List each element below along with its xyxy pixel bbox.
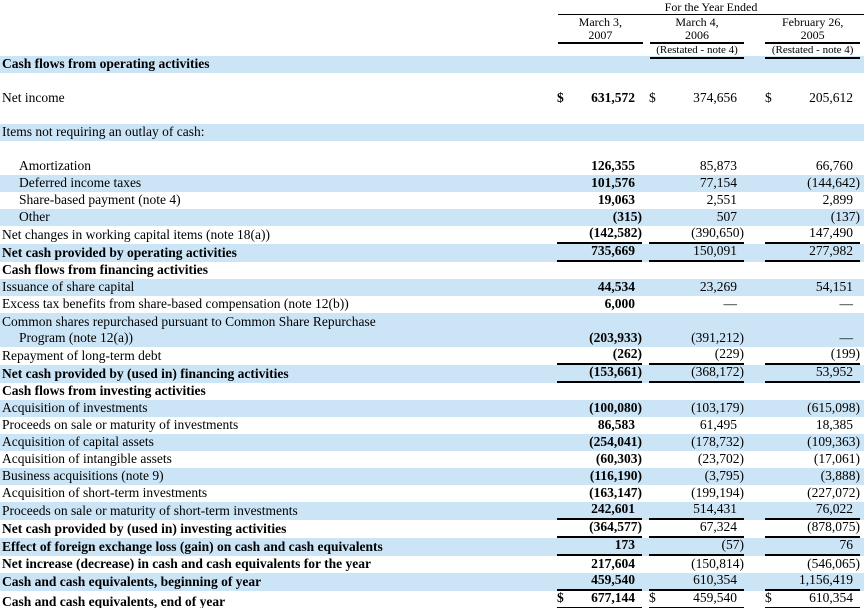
table-row: [0, 90, 864, 107]
value-cell: [649, 279, 744, 296]
value-text: 126,355: [591, 158, 635, 173]
spacer-row: [0, 107, 864, 124]
value-cell: [649, 434, 744, 451]
table-row: [0, 573, 864, 591]
value-text: 44,534: [597, 279, 635, 294]
value-cell: [649, 417, 744, 434]
table-row: [0, 244, 864, 262]
value-cell: [765, 124, 860, 141]
value-text: 242,601: [591, 501, 635, 516]
row-label: Net changes in working capital items (note 18(a)): [2, 227, 271, 242]
spacer-row: [0, 73, 864, 90]
row-label: Acquisition of investments: [2, 400, 148, 415]
value-text: (57): [721, 537, 744, 552]
value-text: (153,661): [589, 364, 642, 379]
table-row: [0, 556, 864, 573]
value-cell: [765, 296, 860, 313]
value-cell: [765, 226, 860, 244]
row-label: Issuance of share capital: [2, 279, 135, 294]
value-cell: [557, 434, 642, 451]
table-row: [0, 209, 864, 226]
value-text: 677,144: [591, 590, 635, 605]
value-text: 610,354: [693, 572, 737, 587]
row-label: Net cash provided by operating activities: [2, 245, 237, 260]
value-text: 205,612: [809, 90, 853, 105]
value-cell: [557, 296, 642, 313]
value-cell: [649, 56, 744, 73]
value-cell: [765, 244, 860, 262]
row-label: Other: [19, 209, 50, 224]
value-text: (227,072): [807, 485, 860, 500]
value-text: 23,269: [699, 279, 737, 294]
value-cell: [765, 556, 860, 573]
value-cell: [649, 451, 744, 468]
value-cell: [557, 502, 642, 520]
value-text: (546,065): [807, 556, 860, 571]
header-value-area: [558, 0, 864, 56]
value-cell: [649, 244, 744, 262]
value-cell: [649, 502, 744, 520]
value-text: (144,642): [807, 175, 860, 190]
value-text: 76: [839, 537, 853, 552]
value-text: 374,656: [693, 90, 737, 105]
dollar-sign: $: [765, 90, 772, 105]
value-text: 147,490: [809, 225, 853, 240]
row-label: Net increase (decrease) in cash and cash equivalents for the year: [2, 556, 371, 571]
value-cell: [557, 209, 642, 226]
value-text: —: [839, 296, 853, 311]
value-text: 67,324: [699, 519, 737, 534]
row-label: Cash and cash equivalents, beginning of year: [2, 574, 262, 589]
value-text: (391,212): [691, 330, 744, 345]
value-text: —: [839, 330, 853, 345]
column-header-2007: [558, 15, 643, 44]
value-text: 76,022: [815, 501, 853, 516]
row-label: Share-based payment (note 4): [19, 192, 181, 207]
value-cell: [557, 124, 642, 141]
table-row: [0, 400, 864, 417]
spacer-row: [0, 141, 864, 158]
row-label: Excess tax benefits from share-based compensation (note 12(b)): [2, 296, 349, 311]
column-header-2006: [650, 15, 745, 44]
value-cell: [765, 400, 860, 417]
row-label: Common shares repurchased pursuant to Common Share Repurchase Program (note 12(a)): [2, 314, 376, 345]
value-text: 1,156,419: [799, 572, 853, 587]
table-row: [0, 124, 864, 141]
value-cell: [765, 383, 860, 400]
column-date-line1: February 26,: [782, 15, 844, 29]
value-text: (878,075): [807, 519, 860, 534]
value-text: (178,732): [691, 434, 744, 449]
table-header: [0, 0, 864, 56]
value-text: (615,098): [807, 400, 860, 415]
value-text: 54,151: [815, 279, 853, 294]
value-text: (3,888): [820, 468, 860, 483]
restated-note-2005: (Restated - note 4): [765, 44, 860, 59]
dollar-sign: $: [557, 590, 564, 605]
value-cell: [765, 538, 860, 556]
row-label: Effect of foreign exchange loss (gain) on cash and cash equivalents: [2, 539, 383, 554]
value-text: 101,576: [591, 175, 635, 190]
value-text: (254,041): [589, 434, 642, 449]
value-cell: [557, 175, 642, 192]
value-cell: [557, 56, 642, 73]
row-label: Cash flows from investing activities: [2, 383, 206, 398]
value-cell: [557, 573, 642, 591]
column-date-line1: March 3,: [578, 15, 622, 29]
value-cell: [557, 400, 642, 417]
row-label: Deferred income taxes: [19, 175, 142, 190]
column-date-line2: 2006: [685, 28, 710, 42]
value-text: —: [723, 296, 737, 311]
value-cell: [557, 468, 642, 485]
value-text: 53,952: [815, 364, 853, 379]
value-cell: [765, 591, 860, 608]
row-label: Business acquisitions (note 9): [2, 468, 164, 483]
value-cell: [765, 192, 860, 209]
row-label: Net cash provided by (used in) financing activities: [2, 366, 289, 381]
dollar-sign: $: [649, 590, 656, 605]
value-cell: [765, 279, 860, 296]
row-label: Repayment of long-term debt: [2, 348, 162, 363]
table-row: [0, 296, 864, 313]
column-headers: [558, 15, 864, 44]
table-row: [0, 347, 864, 365]
row-label: Cash flows from financing activities: [2, 262, 208, 277]
value-text: 277,982: [809, 243, 853, 258]
value-cell: [557, 451, 642, 468]
value-cell: [557, 192, 642, 209]
table-row: [0, 365, 864, 383]
value-cell: [649, 520, 744, 538]
value-cell: [649, 192, 744, 209]
value-text: 86,583: [597, 417, 635, 432]
value-text: 150,091: [693, 243, 737, 258]
value-text: (229): [714, 346, 744, 361]
value-text: (3,795): [704, 468, 744, 483]
column-date-line2: 2005: [800, 28, 825, 42]
value-cell: [649, 485, 744, 502]
value-text: (116,190): [589, 468, 642, 483]
column-header-2005: [765, 15, 860, 44]
value-cell: [649, 538, 744, 556]
table-row: [0, 591, 864, 608]
table-row: [0, 468, 864, 485]
value-cell: [765, 90, 860, 107]
value-cell: [765, 451, 860, 468]
value-cell: [765, 347, 860, 365]
value-cell: [557, 347, 642, 365]
value-text: 2,899: [822, 192, 853, 207]
value-cell: [557, 158, 642, 175]
value-cell: [649, 158, 744, 175]
value-text: (315): [612, 209, 642, 224]
value-cell: [765, 175, 860, 192]
value-cell: [557, 262, 642, 279]
column-date-line2: 2007: [588, 28, 613, 42]
value-text: 459,540: [591, 572, 635, 587]
value-text: (368,172): [691, 364, 744, 379]
table-row: [0, 175, 864, 192]
row-label: Proceeds on sale or maturity of short-term investments: [2, 503, 298, 518]
row-label: Cash and cash equivalents, end of year: [2, 594, 226, 608]
value-text: (142,582): [589, 225, 642, 240]
value-text: 459,540: [693, 590, 737, 605]
value-cell: [649, 383, 744, 400]
value-text: (199,194): [691, 485, 744, 500]
value-text: (203,933): [589, 330, 642, 345]
value-cell: [649, 124, 744, 141]
value-cell: [649, 468, 744, 485]
value-cell: [649, 591, 744, 608]
row-label: Amortization: [19, 158, 91, 173]
value-text: (150,814): [691, 556, 744, 571]
value-cell: [557, 417, 642, 434]
value-cell: [557, 520, 642, 538]
value-cell: [557, 365, 642, 383]
value-text: (103,179): [691, 400, 744, 415]
table-row: [0, 192, 864, 209]
value-cell: [765, 502, 860, 520]
value-text: 514,431: [693, 501, 737, 516]
value-cell: [765, 485, 860, 502]
value-cell: [765, 573, 860, 591]
value-cell: [557, 90, 642, 107]
table-row: [0, 485, 864, 502]
value-text: (364,577): [589, 519, 642, 534]
value-cell: [765, 209, 860, 226]
value-cell: [765, 158, 860, 175]
value-text: (100,080): [589, 400, 642, 415]
value-cell: [765, 468, 860, 485]
value-cell: [649, 313, 744, 347]
table-row: [0, 262, 864, 279]
value-cell: [557, 383, 642, 400]
row-label: Acquisition of capital assets: [2, 434, 154, 449]
value-text: 173: [614, 537, 635, 552]
value-cell: [557, 485, 642, 502]
value-cell: [765, 417, 860, 434]
dollar-sign: $: [765, 590, 772, 605]
table-row: [0, 417, 864, 434]
table-row: [0, 158, 864, 175]
value-cell: [649, 365, 744, 383]
value-cell: [649, 400, 744, 417]
value-cell: [765, 434, 860, 451]
value-text: 18,385: [815, 417, 853, 432]
value-text: (199): [830, 346, 860, 361]
value-text: (390,650): [691, 225, 744, 240]
dollar-sign: $: [557, 90, 564, 105]
value-text: 85,873: [699, 158, 737, 173]
value-cell: [649, 209, 744, 226]
value-cell: [557, 244, 642, 262]
value-text: (23,702): [697, 451, 744, 466]
value-text: 77,154: [699, 175, 737, 190]
value-cell: [765, 520, 860, 538]
value-text: 631,572: [591, 90, 635, 105]
header-label-spacer: [0, 0, 558, 56]
value-text: 507: [716, 209, 737, 224]
value-cell: [557, 538, 642, 556]
value-text: (163,147): [589, 485, 642, 500]
row-label: Acquisition of short-term investments: [2, 485, 208, 500]
value-cell: [649, 90, 744, 107]
row-label: Acquisition of intangible assets: [2, 451, 172, 466]
value-text: 610,354: [809, 590, 853, 605]
value-text: 6,000: [604, 296, 635, 311]
value-cell: [649, 573, 744, 591]
table-row: [0, 226, 864, 244]
value-cell: [649, 226, 744, 244]
value-cell: [557, 556, 642, 573]
table-row: [0, 520, 864, 538]
value-text: 217,604: [591, 556, 635, 571]
value-cell: [649, 347, 744, 365]
value-text: (137): [830, 209, 860, 224]
value-text: 2,551: [706, 192, 737, 207]
restated-note-2006: (Restated - note 4): [650, 44, 745, 59]
value-cell: [649, 556, 744, 573]
table-row: [0, 383, 864, 400]
value-cell: [765, 365, 860, 383]
value-text: (262): [612, 346, 642, 361]
value-cell: [765, 262, 860, 279]
value-text: 735,669: [591, 243, 635, 258]
table-row: [0, 434, 864, 451]
value-cell: [557, 313, 642, 347]
table-row: [0, 279, 864, 296]
value-text: (60,303): [595, 451, 642, 466]
value-cell: [649, 175, 744, 192]
table-row: [0, 451, 864, 468]
value-text: 66,760: [815, 158, 853, 173]
value-cell: [557, 591, 642, 608]
table-body: [0, 56, 864, 608]
table-row: [0, 502, 864, 520]
table-row: [0, 313, 864, 347]
value-text: 19,063: [597, 192, 635, 207]
value-cell: [557, 226, 642, 244]
row-label: Net income: [2, 90, 65, 105]
row-label: Net cash provided by (used in) investing activities: [2, 521, 287, 536]
column-date-line1: March 4,: [675, 15, 719, 29]
value-cell: [649, 296, 744, 313]
dollar-sign: $: [649, 90, 656, 105]
value-text: (17,061): [813, 451, 860, 466]
table-title: For the Year Ended: [558, 0, 864, 15]
row-label: Items not requiring an outlay of cash:: [2, 124, 205, 139]
row-label: Proceeds on sale or maturity of investments: [2, 417, 239, 432]
value-text: 61,495: [699, 417, 737, 432]
table-row: [0, 56, 864, 73]
value-cell: [557, 279, 642, 296]
table-row: [0, 538, 864, 556]
row-label: Cash flows from operating activities: [2, 56, 210, 71]
value-text: (109,363): [807, 434, 860, 449]
value-cell: [649, 262, 744, 279]
value-cell: [765, 56, 860, 73]
value-cell: [765, 313, 860, 347]
